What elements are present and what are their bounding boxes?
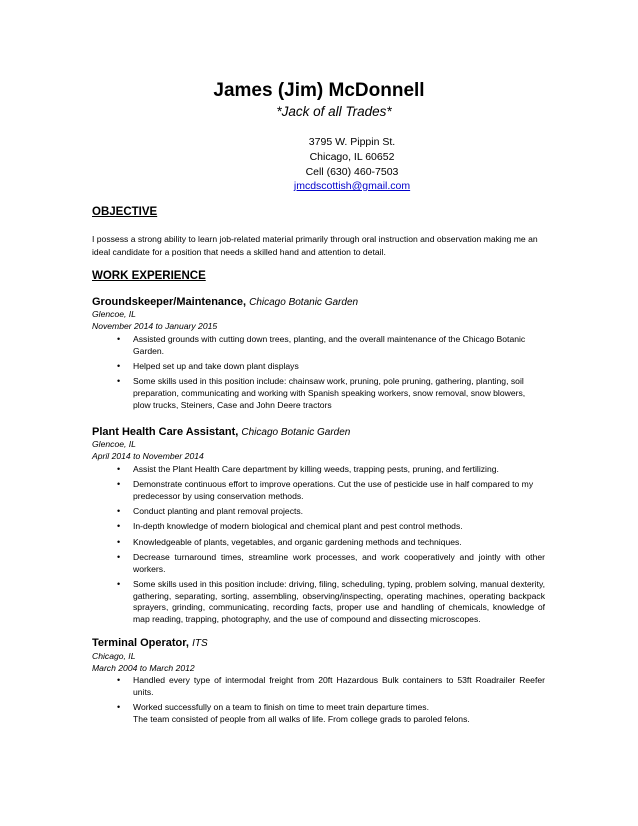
job-duty: • Handled every type of intermodal freight from 20ft Hazardous Bulk containers to 53ft Roadrailer Reefer units. — [120, 675, 545, 699]
job-title-line — [92, 636, 208, 651]
job-duty: • Conduct planting and plant removal projects. — [120, 506, 545, 518]
job-employer: ITS — [192, 638, 208, 649]
job-title: Plant Health Care Assistant, — [92, 426, 239, 438]
job-dates: March 2004 to March 2012 — [92, 663, 195, 673]
job-duty: • Assist the Plant Health Care department by killing weeds, trapping pests, pruning, and fertilizing. — [120, 464, 545, 476]
job-duty — [120, 702, 545, 726]
job-duties-list — [120, 334, 545, 415]
objective-heading: OBJECTIVE — [92, 206, 158, 218]
job-duty: • Assisted grounds with cutting down trees, planting, and the overall maintenance of the Chicago Botanic Garden. — [120, 334, 545, 358]
email-link[interactable]: jmcdscottish@gmail.com — [293, 180, 411, 192]
job-location: Chicago, IL — [92, 651, 136, 661]
job-duty: • Helped set up and take down plant displays — [120, 361, 545, 373]
address-line-1: 3795 W. Pippin St. — [308, 136, 396, 148]
job-dates: April 2014 to November 2014 — [92, 451, 204, 461]
job-location: Glencoe, IL — [92, 439, 136, 449]
job-title-line — [92, 425, 350, 440]
job-location: Glencoe, IL — [92, 309, 136, 319]
job-dates: November 2014 to January 2015 — [92, 321, 218, 331]
job-duty: • In-depth knowledge of modern biological and chemical plant and pest control methods. — [120, 521, 545, 533]
objective-text: I possess a strong ability to learn job-related material primarily through oral instruction and observation making me an ideal candidate for a position that needs a skilled hand and attention to detail. — [92, 234, 538, 257]
job-title: Terminal Operator, — [92, 637, 189, 649]
job-duty-text: Worked successfully on a team to finish on time to meet train departure times. — [133, 701, 429, 712]
candidate-name: James (Jim) McDonnell — [213, 80, 425, 101]
job-title: Groundskeeper/Maintenance, — [92, 296, 247, 308]
job-duty: • Decrease turnaround times, streamline work processes, and work cooperatively and jointly with other workers. — [120, 552, 545, 576]
email-line — [0, 178, 638, 194]
candidate-tagline: *Jack of all Trades* — [276, 104, 392, 119]
job-duty: • Knowledgeable of plants, vegetables, and organic gardening methods and techniques. — [120, 537, 545, 549]
job-duty-continuation: The team consisted of people from all walks of life. From college grads to paroled felons. — [133, 713, 470, 724]
job-title-line — [92, 295, 358, 310]
job-employer: Chicago Botanic Garden — [249, 297, 359, 308]
job-employer: Chicago Botanic Garden — [241, 427, 351, 438]
job-duties-list — [120, 675, 545, 729]
phone-number: Cell (630) 460-7503 — [305, 166, 399, 178]
job-duty: • Some skills used in this position include: chainsaw work, pruning, pole pruning, gathering, planting, soil preparation, communicating and working with Spanish speaking workers, snow removal, snow blowers, plow trucks, Steiners, Case and John Deere tractors — [120, 376, 545, 411]
job-duty: • Demonstrate continuous effort to improve operations. Cut the use of pesticide use in half compared to my predecessor by using conservation methods. — [120, 479, 545, 503]
job-duty: • Some skills used in this position include: driving, filing, scheduling, typing, problem solving, manual dexterity, gathering, separating, sorting, assembling, observing/inspecting, operating machines, operating backpack sprayers, grinding, communicating, recording facts, proper use and handling of chemicals, knowledge of map reading, trapping, photography, and the use of compound and dissecting microscopes. — [120, 579, 545, 626]
work-experience-heading: WORK EXPERIENCE — [92, 270, 206, 282]
address-line-2: Chicago, IL 60652 — [309, 151, 395, 163]
job-duties-list — [120, 464, 545, 629]
